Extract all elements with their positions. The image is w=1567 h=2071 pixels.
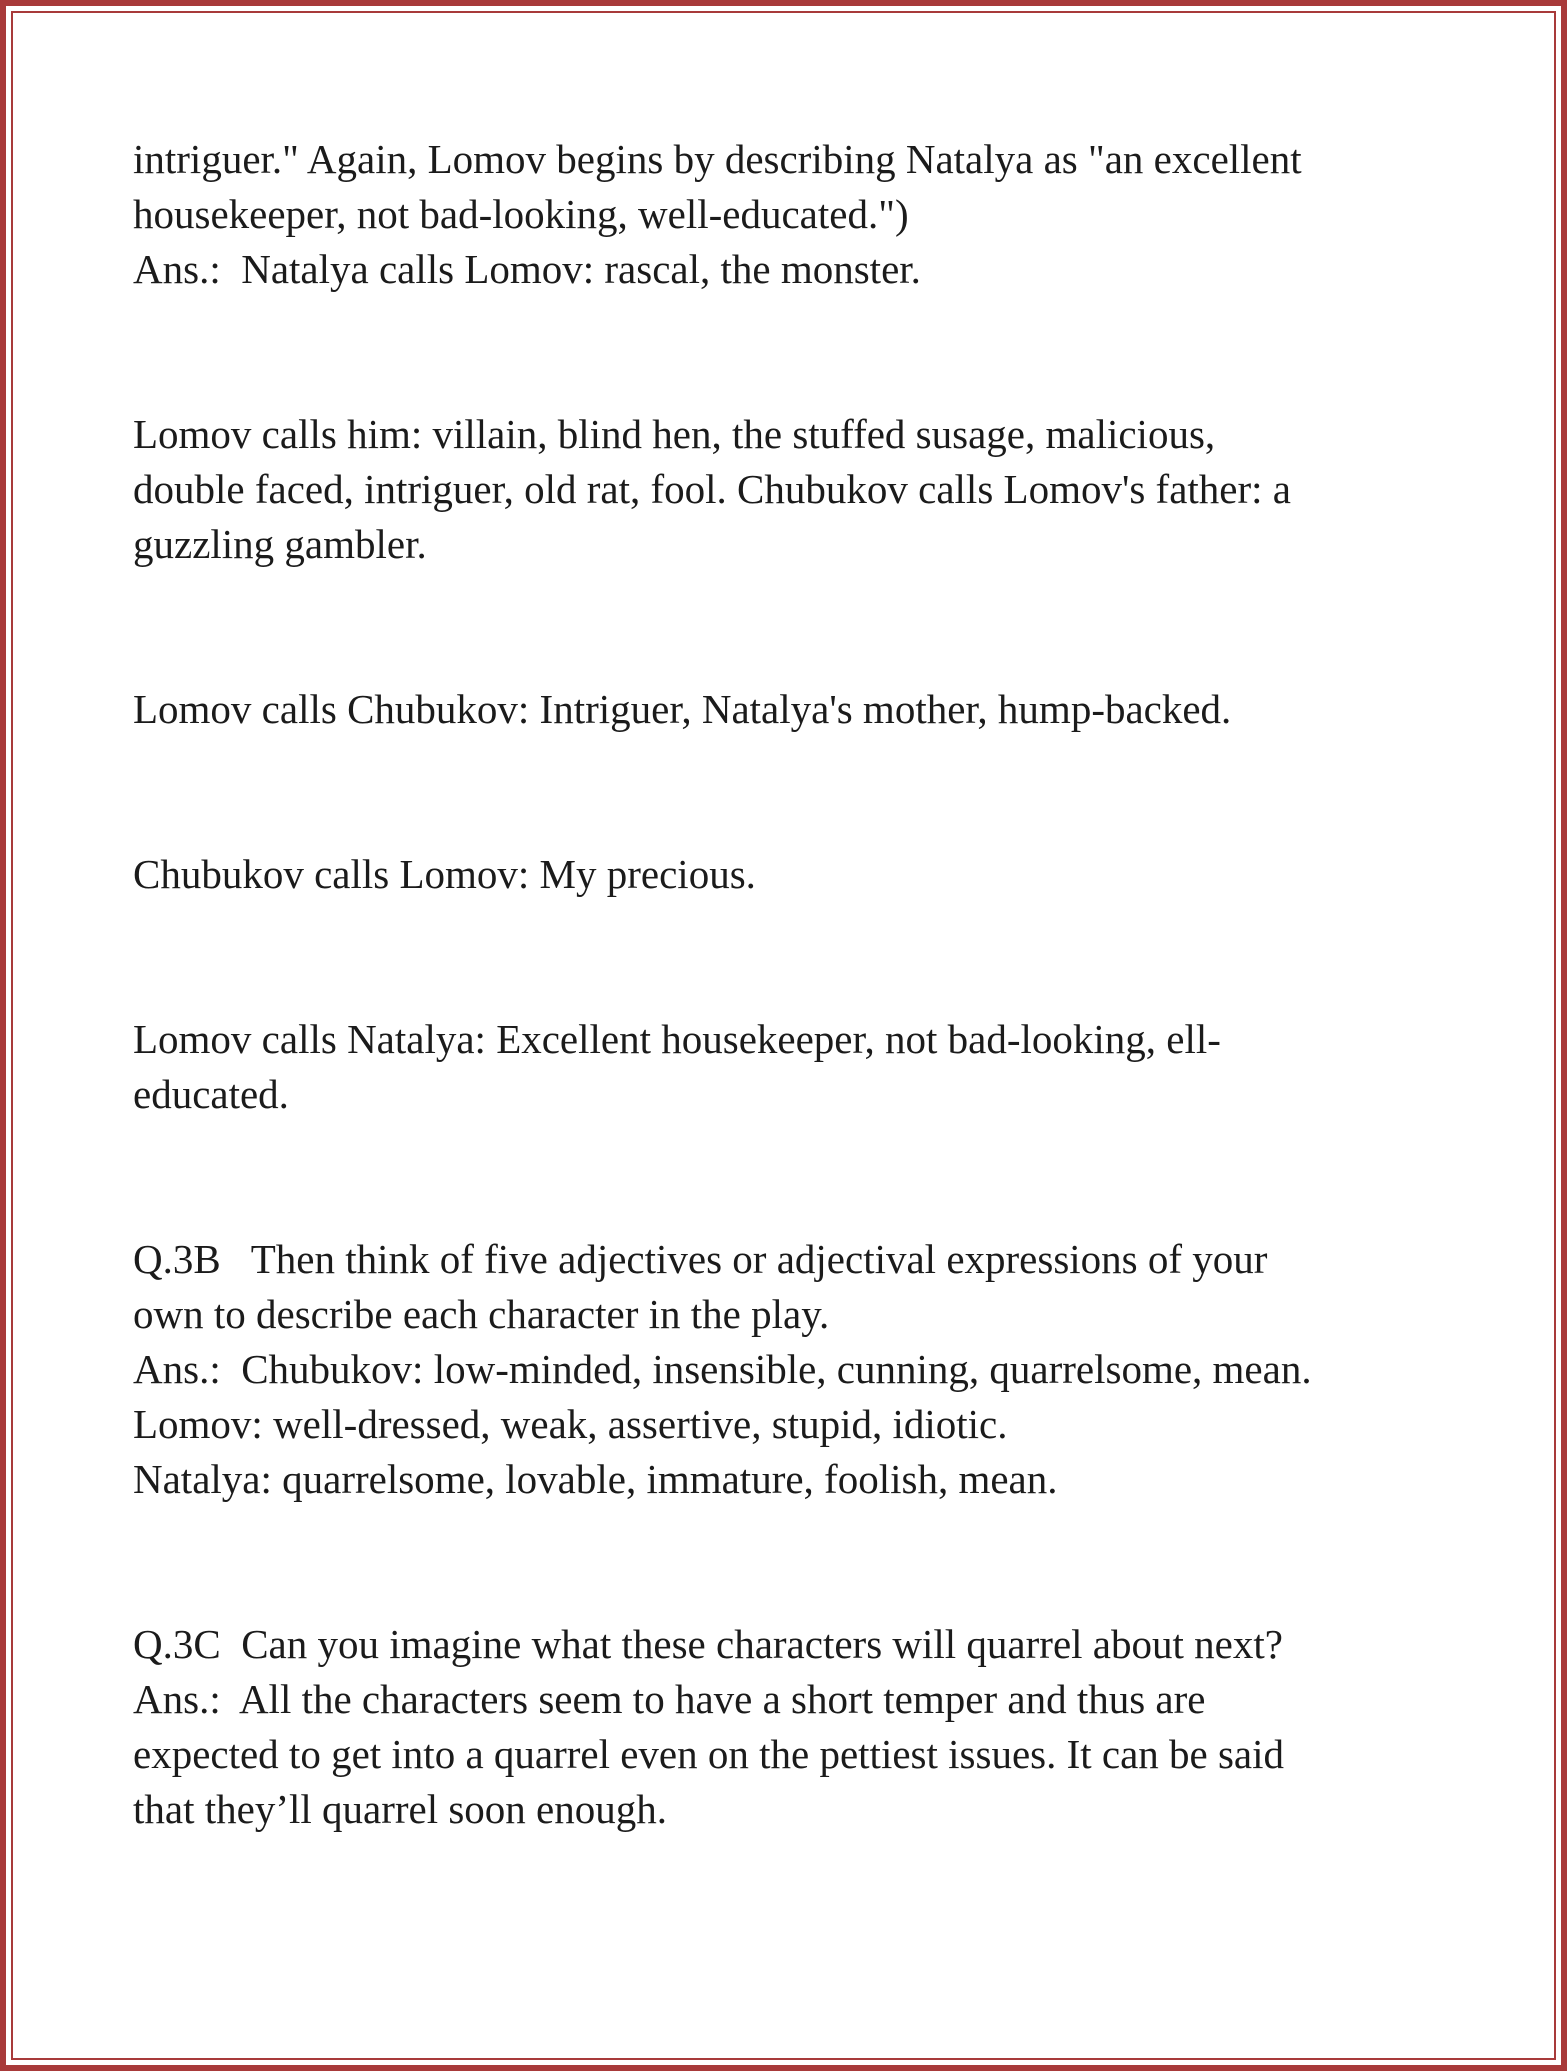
spacer <box>133 1122 1433 1232</box>
text-line: Ans.: Chubukov: low-minded, insensible, cunning, quarrelsome, mean. <box>133 1346 1312 1392</box>
text-line: own to describe each character in the play. <box>133 1291 830 1337</box>
text-line: Q.3B Then think of five adjectives or adjectival expressions of your <box>133 1236 1268 1282</box>
document-body <box>133 132 1433 1837</box>
paragraph-chubukov-calls-lomov <box>133 847 1433 902</box>
paragraph-lomov-calls-natalya <box>133 1012 1433 1122</box>
spacer <box>133 572 1433 682</box>
text-line: housekeeper, not bad-looking, well-educated.") <box>133 191 909 237</box>
text-line: Q.3C Can you imagine what these characters will quarrel about next? <box>133 1621 1283 1667</box>
question-3c <box>133 1617 1433 1837</box>
text-line: that they’ll quarrel soon enough. <box>133 1786 668 1832</box>
text-line: Ans.: Natalya calls Lomov: rascal, the monster. <box>133 246 921 292</box>
text-line: Lomov: well-dressed, weak, assertive, stupid, idiotic. <box>133 1401 1008 1447</box>
text-line: Lomov calls Chubukov: Intriguer, Natalya's mother, hump-backed. <box>133 686 1232 732</box>
text-line: Natalya: quarrelsome, lovable, immature, foolish, mean. <box>133 1456 1058 1502</box>
text-line: Lomov calls Natalya: Excellent housekeeper, not bad-looking, ell- <box>133 1016 1221 1062</box>
text-line: double faced, intriguer, old rat, fool. Chubukov calls Lomov's father: a <box>133 466 1291 512</box>
paragraph-lomov-calls-him <box>133 407 1433 572</box>
text-line: Ans.: All the characters seem to have a short temper and thus are <box>133 1676 1206 1722</box>
text-line: expected to get into a quarrel even on the pettiest issues. It can be said <box>133 1731 1285 1777</box>
spacer <box>133 737 1433 847</box>
paragraph-natalya-insults <box>133 132 1433 297</box>
question-3b <box>133 1232 1433 1507</box>
spacer <box>133 297 1433 407</box>
text-line: guzzling gambler. <box>133 521 427 567</box>
spacer <box>133 1507 1433 1617</box>
text-line: Lomov calls him: villain, blind hen, the stuffed susage, malicious, <box>133 411 1216 457</box>
text-line: Chubukov calls Lomov: My precious. <box>133 851 756 897</box>
paragraph-lomov-calls-chubukov <box>133 682 1433 737</box>
text-line: educated. <box>133 1071 289 1117</box>
text-line: intriguer." Again, Lomov begins by describing Natalya as "an excellent <box>133 136 1302 182</box>
spacer <box>133 902 1433 1012</box>
